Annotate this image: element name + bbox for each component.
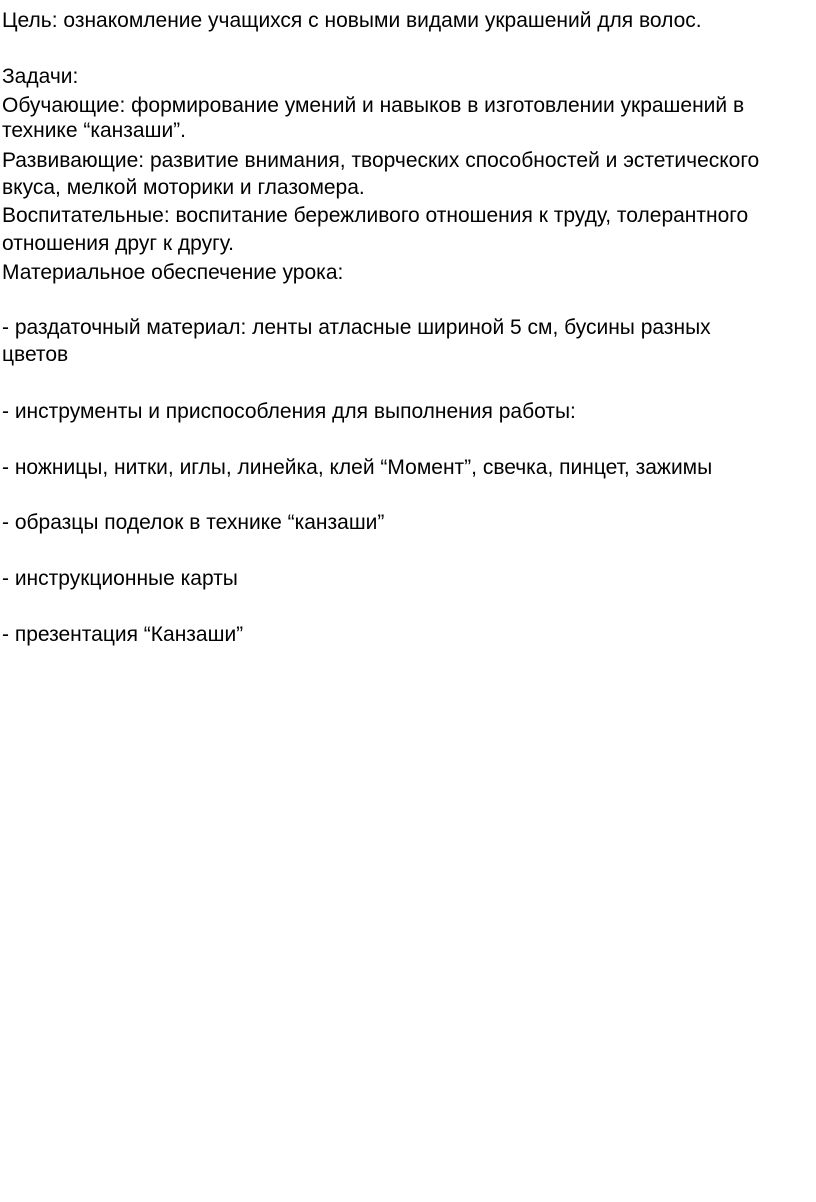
materials-tools: - инструменты и приспособления для выполнения работы: [2,400,576,423]
goal-text: Цель: ознакомление учащихся с новыми видами украшений для волос. [2,9,702,32]
educational-task-line-2: отношения друг к другу. [2,232,234,255]
teaching-task-line-2: технике “канзаши”. [2,119,186,142]
materials-cards: - инструкционные карты [2,567,238,590]
materials-handout-line-2: цветов [2,343,69,366]
tasks-heading: Задачи: [2,65,79,88]
educational-task-line-1: Воспитательные: воспитание бережливого отношения к труду, толерантного [2,204,749,227]
developing-task-line-1: Развивающие: развитие внимания, творческих способностей и эстетического [2,149,760,172]
developing-task-line-2: вкуса, мелкой моторики и глазомера. [2,176,365,199]
materials-handout-line-1: - раздаточный материал: ленты атласные шириной 5 см, бусины разных [2,316,711,339]
materials-tool-list: - ножницы, нитки, иглы, линейка, клей “Момент”, свечка, пинцет, зажимы [2,456,713,479]
materials-heading: Материальное обеспечение урока: [2,261,344,284]
materials-presentation: - презентация “Канзаши” [2,623,244,646]
materials-samples: - образцы поделок в технике “канзаши” [2,511,385,534]
teaching-task-line-1: Обучающие: формирование умений и навыков в изготовлении украшений в [2,94,745,117]
